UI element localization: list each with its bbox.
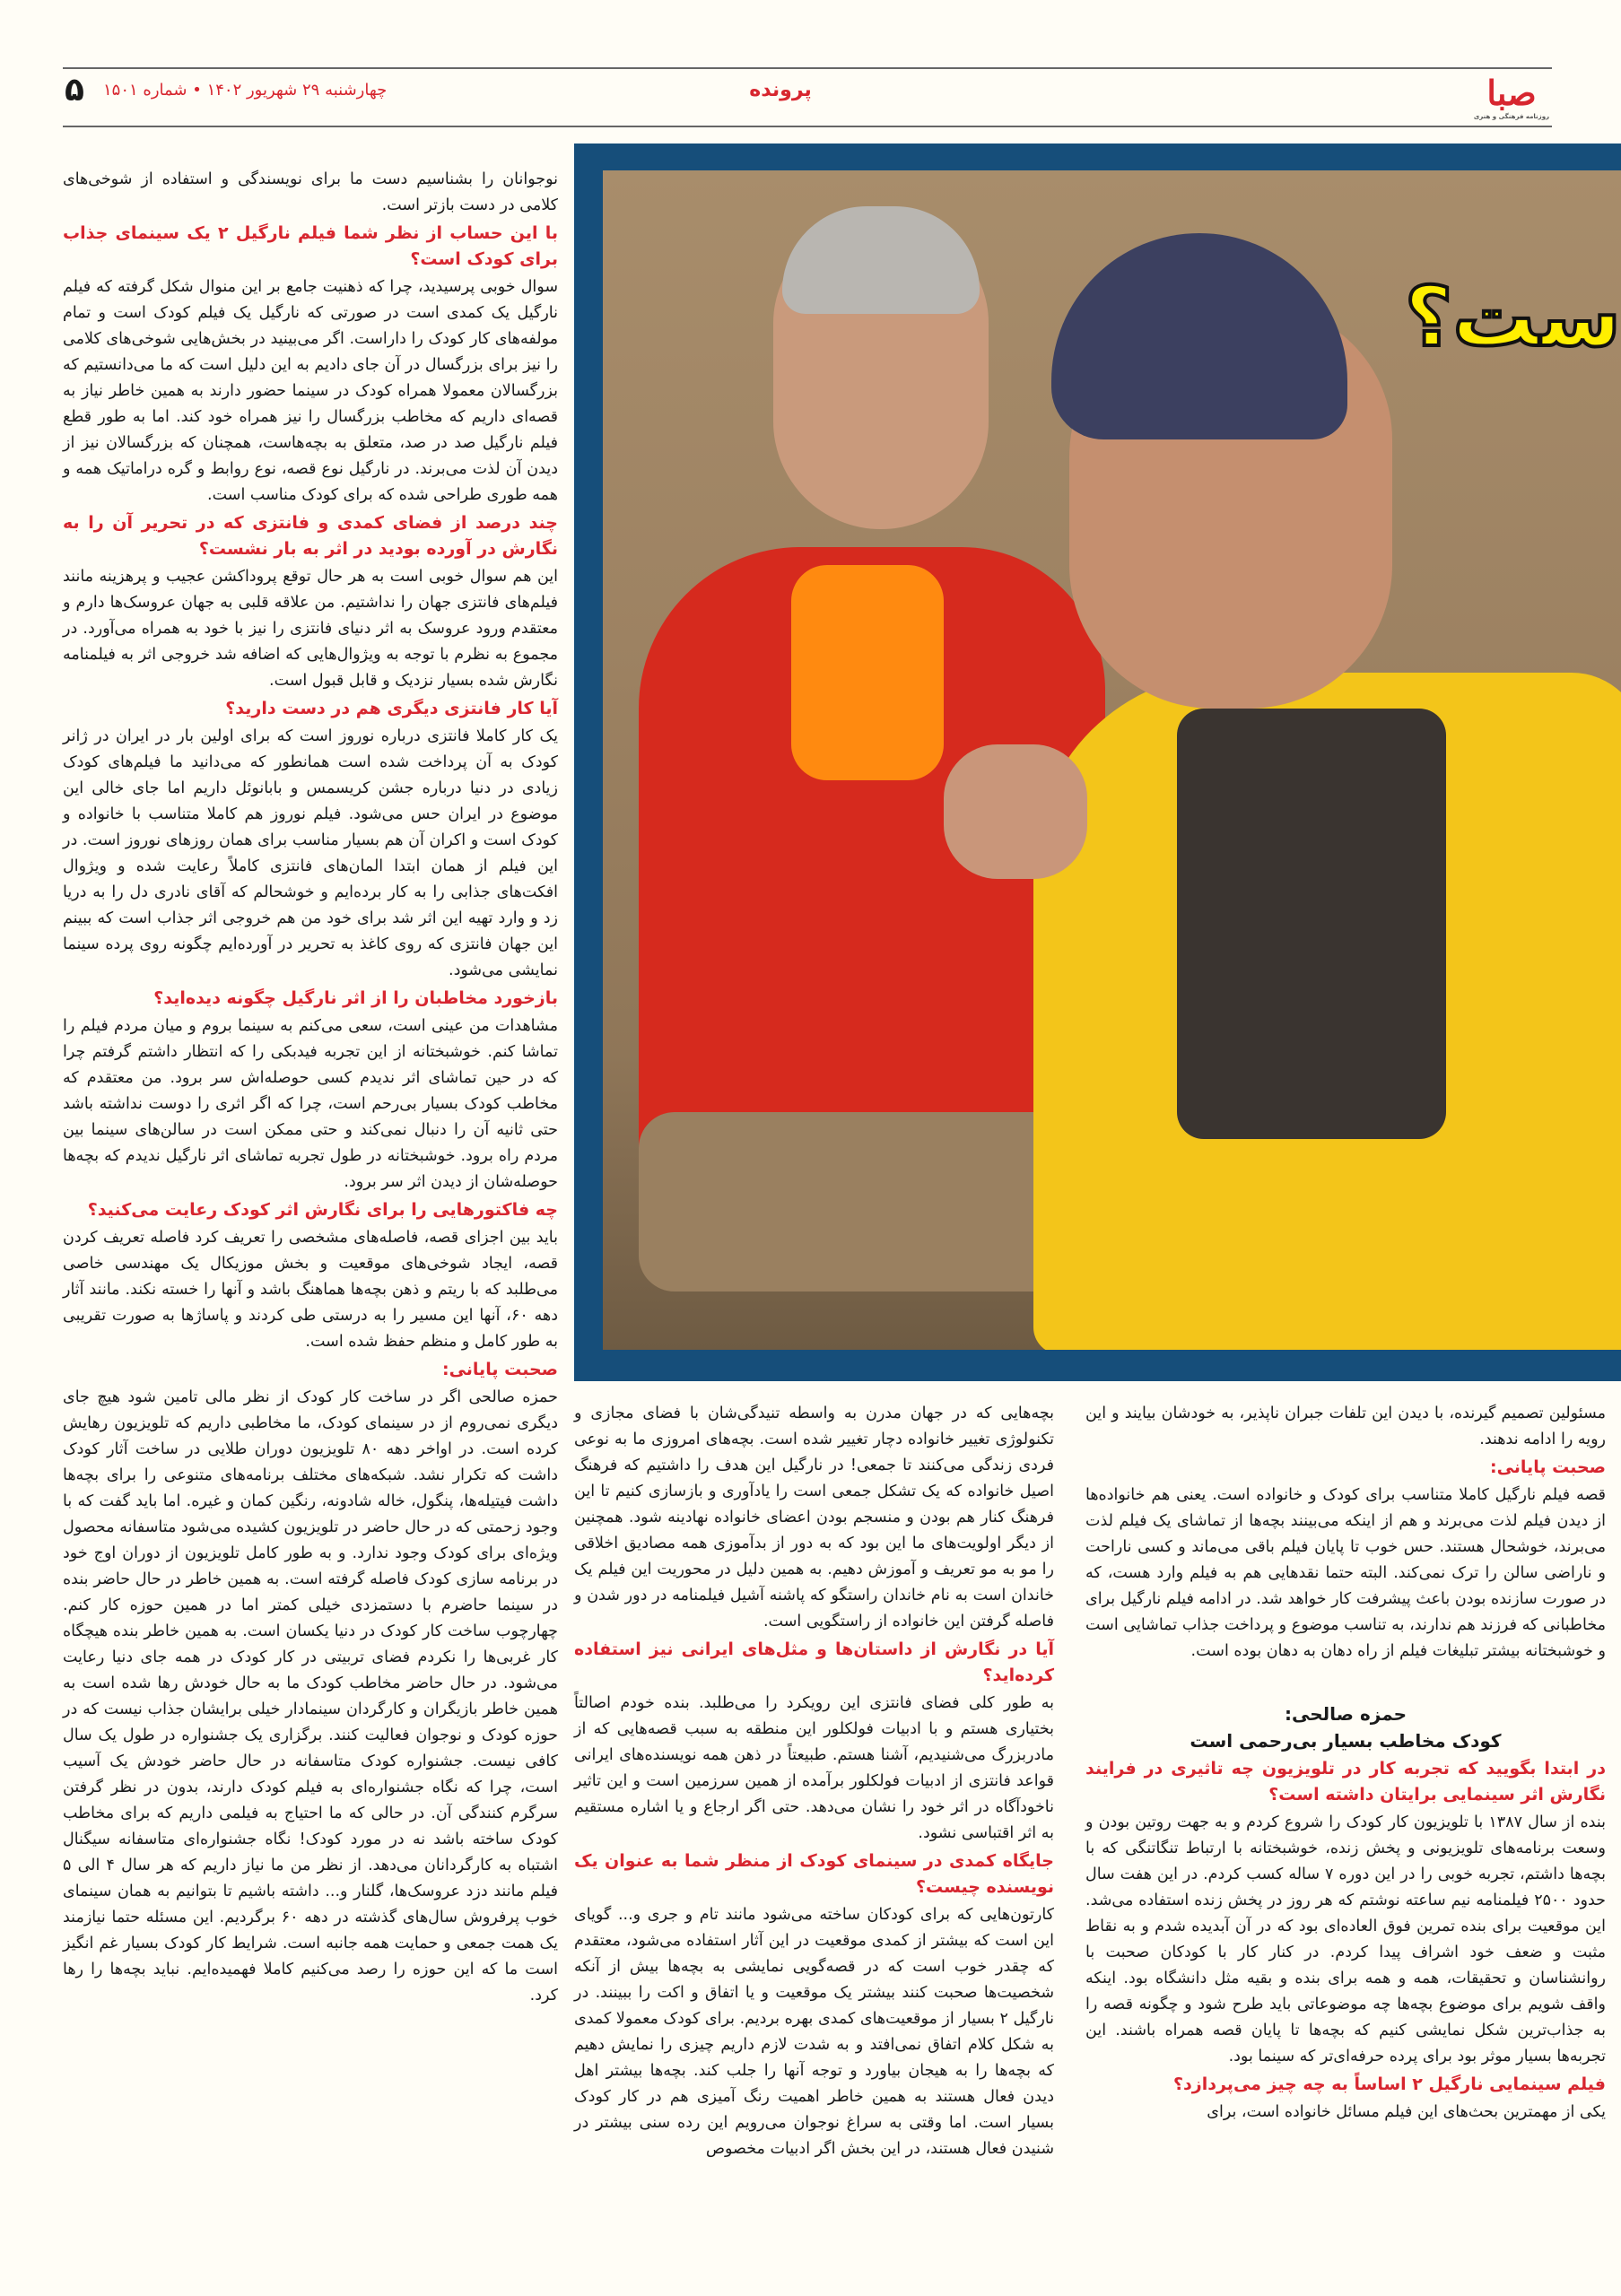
paragraph: مسئولین تصمیم گیرنده، با دیدن این تلفات جبران ناپذیر، به خودشان بیایند و این رویه را ادامه ندهند. xyxy=(1085,1405,1606,1448)
paragraph: یک کار کاملا فانتزی درباره نوروز است که برای اولین بار در ایران در ژانر کودک به آن پرداخت شده است همانطور که می‌دانید ما فیلم‌های کودک زیادی در دنیا درباره جشن کریسمس و بابانوئل داریم اما جای خالی این موضوع در ایران حس می‌شود. فیلم نوروز هم کاملا متناسب با خانواده و کودک است و اکران آن هم بسیار مناسب برای همان روزهای نوروز است. در این فیلم از همان ابتدا المان‌های فانتزی کاملاً رعایت شده و ویژوال افکت‌های جذابی را به کار برده‌ایم و خوشحالم که آقای نادری دل را به دریا زد و وارد تهیه این اثر شد برای خود من هم خروجی اثر جذاب است که ببینم این جهان فانتزی که روی کاغذ به تحریر در آورده‌ایم چگونه روی پرده سینما نمایشی می‌شود. xyxy=(63,727,558,979)
right-column xyxy=(1085,1401,1606,2126)
left-column xyxy=(63,167,558,2009)
headline-fragment: ست؟ xyxy=(1404,269,1621,365)
question-heading: با این حساب از نظر شما فیلم نارگیل ۲ یک سینمای جذاب برای کودک است؟ xyxy=(63,223,558,269)
question-heading: جایگاه کمدی در سینمای کودک از منظر شما به عنوان یک نویسنده چیست؟ xyxy=(574,1851,1054,1897)
paragraph: حمزه صالحی اگر در ساخت کار کودک از نظر مالی تامین شود هیچ جای دیگری نمی‌روم از در سینمای کودک، ما مخاطبی داریم که تلویزیون رهایش کرده است. در اواخر دهه ۸۰ تلویزیون دوران طلایی در ساخت آثار کودک داشت که تکرار نشد. شبکه‌های مختلف برنامه‌های متنوعی را برای بچه‌ها داشت فیتیله‌ها، پنگول، خاله شادونه، رنگین کمان و غیره. اما باید گفت که با وجود زحمتی که در حال حاضر در تلویزیون کشیده می‌شود متاسفانه محصول ویژه‌ای برای کودک وجود ندارد. و به طور کامل تلویزیون از دوران اوج خود در برنامه سازی کودک فاصله گرفته است. به همین خاطر در حال حاضر بنده در سینما حاضرم با دستمزدی خیلی کمتر اما در همین حوزه کار کنم. چهارچوب ساخت کار کودک در دنیا یکسان است. به همین خاطر بنده هیچگاه کار غربی‌ها را نکردم فضای تربیتی در کار کودک در همه جای دنیا رعایت می‌شود. در حال حاضر مخاطب کودک ما به حال خودش رها شده است به همین خاطر بازیگران و کارگردان سینمادار خیلی برایشان جذاب نیست که در حوزه کودک و نوجوان فعالیت کنند. برگزاری یک جشنواره در طول یک سال کافی نیست. جشنواره کودک متاسفانه در حال حاضر خودش یک آسیب است، چرا که نگاه جشنواره‌ای به فیلم کودک دارند، بدون در نظر گرفتن سرگرم کنندگی آن. در حالی که ما احتیاج به فیلمی داریم که برای مخاطب کودک ساخته باشد نه در مورد کودک! نگاه جشنواره‌ای متاسفانه سیگنال اشتباه به کارگردانان می‌دهد. از نظر من ما نیاز داریم که هر سال ۴ الی ۵ فیلم مانند دزد عروسک‌ها، گلنار و... داشته باشیم تا بتوانیم به همان سینمای خوب پرفروش سال‌های گذشته در دهه ۶۰ برگردیم. این مسئله حتما نیازمند یک همت جمعی و حمایت همه جانبه است. شرایط کار کودک بسیار غم انگیز است ما که این حوزه را رصد می‌کنیم کاملا فهمیده‌ایم. نباید بچه‌ها را رها کرد. xyxy=(63,1388,558,2005)
orange-shirt xyxy=(791,565,944,780)
dark-shirt xyxy=(1177,709,1446,1139)
interview-heading: حمزه صالحی: xyxy=(1284,1703,1407,1725)
paragraph: سوال خوبی پرسیدید، چرا که ذهنیت جامع بر این منوال شکل گرفته که فیلم نارگیل یک کمدی است در صورتی که نارگیل یک فیلم کودک است و تمام مولفه‌های کار کودک را داراست. اگر می‌بینید در بخش‌هایی شوخی‌های کلامی را نیز برای بزرگسال در آن جای دادیم به این دلیل است که ما می‌دانستیم که بزرگسالان معمولا همراه کودک در سینما حضور دارند به همین خاطر نیاز به قصه‌ای داریم که مخاطب بزرگسال را نیز همراه خود کند. اما به طور قطع فیلم نارگیل صد در صد، متعلق به بچه‌هاست، همچنان که بزرگسالان نیز از دیدن آن لذت می‌برند. در نارگیل نوع قصه، نوع روابط و گره دراماتیک همه و همه طوری طراحی شده که برای کودک مناسب است. xyxy=(63,278,558,504)
question-heading: بازخورد مخاطبان را از اثر نارگیل چگونه دیده‌اید؟ xyxy=(153,988,558,1008)
question-heading: صحبت پایانی: xyxy=(441,1360,558,1379)
paragraph: یکی از مهمترین بحث‌های این فیلم مسائل خانواده است، برای xyxy=(1207,2103,1606,2121)
question-heading: چه فاکتورهایی را برای نگارش اثر کودک رعایت می‌کنید؟ xyxy=(87,1200,558,1220)
paragraph: به طور کلی فضای فانتزی این رویکرد را می‌طلبد. بنده خودم اصالتاً بختیاری هستم و با ادبیات فولکلور این منطقه به سبب قصه‌هایی که از مادربزرگ می‌شنیدیم، آشنا هستم. طبیعتاً در ذهن همه نویسنده‌های ایرانی قواعد فانتزی از ادبیات فولکلور برآمده از همین سرزمین است و این تاثیر ناخودآگاه در اثر خود را نشان می‌دهد. حتی اگر ارجاع و یا اشاره مستقیم به اثر اقتباسی نشود. xyxy=(574,1694,1054,1842)
logo-text: صبا xyxy=(1486,73,1537,113)
paragraph: باید بین اجزای قصه، فاصله‌های مشخصی را تعریف کرد فاصله تعریف کردن قصه، ایجاد شوخی‌های موقعیت و بخش موزیکال یک مهندسی خاصی می‌طلبد که با ریتم و ذهن بچه‌ها هماهنگ باشد و آنها را خسته نکند. مانند آثار دهه ۶۰، آنها این مسیر را به درستی طی کردند و پاساژها به صورت تقریبی به طور کامل و منظم حفظ شده است. xyxy=(63,1229,559,1351)
paragraph: نوجوانان را بشناسیم دست ما برای نویسندگی و استفاده از شوخی‌های کلامی در دست بازتر است. xyxy=(63,170,558,214)
header-bottom-rule xyxy=(63,126,1552,127)
middle-column xyxy=(574,1401,1054,2162)
logo-tagline: روزنامه فرهنگی و هنری xyxy=(1473,113,1550,120)
question-heading: آیا کار فانتزی دیگری هم در دست دارید؟ xyxy=(225,699,558,718)
article-photo xyxy=(603,170,1621,1350)
section-title: پرونده xyxy=(749,79,812,101)
paragraph: بچه‌هایی که در جهان مدرن به واسطه تنیدگی‌شان با فضای مجازی و تکنولوژی تغییر خانواده دچار تغییر شده است. بچه‌های امروزی ما به نوعی فردی زندگی می‌کنند تا جمعی! در نارگیل این هدف را داشتیم که فرهنگ اصیل خانواده که یک تشکل جمعی است را یادآوری و بازسازی کنیم تا این فرهنگ کنار هم بودن و منسجم بودن اعضای خانواده نهادینه شود. همچنین از دیگر اولویت‌های ما این بود که به دور از بدآموزی همه مصادیق اخلاقی را مو به مو تعریف و آموزش دهیم. به همین دلیل در محوریت این فیلم یک خاندان است به نام خاندان راستگو که پاشنه آشیل فیلمنامه در دور شدن و فاصله گرفتن این خانواده از راستگویی است. xyxy=(574,1405,1054,1631)
header-top-rule xyxy=(63,67,1552,69)
page-number: ۵ xyxy=(65,72,84,109)
paragraph: کارتون‌هایی که برای کودکان ساخته می‌شود مانند تام و جری و... گویای این است که بیشتر از کمدی موقعیت در این آثار استفاده می‌شود، معتقدم که چقدر خوب است که در قصه‌گویی نمایشی به بچه‌ها بیش از آنکه شخصیت‌ها صحبت کنند بیشتر یک موقعیت و یا اتفاق و اکت را ببینند. در نارگیل ۲ بسیار از موقعیت‌های کمدی بهره بردیم. برای کودک معمولا کمدی به شکل کلام اتفاق نمی‌افتد و به شدت لازم داریم چیزی را نمایش دهیم که بچه‌ها را به هیجان بیاورد و توجه آنها را جلب کند. بچه‌ها بیشتر اهل دیدن فعال هستند به همین خاطر اهمیت رنگ آمیزی هم در کار کودک بسیار است. اما وقتی به سراغ نوجوان می‌رویم این رده سنی بیشتر در شنیدن فعال هستند، در این بخش اگر ادبیات مخصوص xyxy=(574,1906,1054,2158)
baseball-cap xyxy=(1051,233,1347,439)
paragraph: مشاهدات من عینی است، سعی می‌کنم به سینما بروم و میان مردم فیلم را تماشا کنم. خوشبختانه از این تجربه فیدبکی را که انتظار داشتم گرفتم چرا که در حین تماشای اثر ندیدم کسی حوصله‌اش سر برود. من معتقدم که مخاطب کودک بسیار بی‌رحم است، چرا که اگر اثری را دوست نداشته باشد حتی ثانیه آن را دنبال نمی‌کند و حتی ممکن است در سالن‌های سینما بین مردم راه برود. خوشبختانه در طول تجربه تماشای اثر نارگیل ندیدم که بچه‌ها حوصله‌شان از دیدن اثر سر برود. xyxy=(63,1017,558,1191)
question-heading: آیا در نگارش از داستان‌ها و مثل‌های ایرانی نیز استفاده کرده‌اید؟ xyxy=(574,1639,1054,1685)
paragraph: این هم سوال خوبی است به هر حال توقع پروداکشن عجیب و پرهزینه مانند فیلم‌های فانتزی جهان را نداشتیم. من علاقه قلبی به جهان عروسک‌ها دارم و معتقدم ورود عروسک به اثر دنیای فانتزی را نیز با خود به همراه می‌آورد. در مجموع به نظرم با توجه به ویژوال‌هایی که اضافه شد خروجی اثر به فیلمنامه نگارش شده بسیار نزدیک و قابل قبول است. xyxy=(63,568,558,690)
interview-heading: کودک مخاطب بسیار بی‌رحمی است xyxy=(1190,1730,1502,1752)
newspaper-logo xyxy=(1471,74,1552,120)
question-heading: صحبت پایانی: xyxy=(1489,1457,1606,1477)
paragraph: قصه فیلم نارگیل کاملا متناسب برای کودک و خانواده است. یعنی هم خانواده‌ها از دیدن فیلم لذت می‌برند و هم از اینکه می‌بینند بچه‌ها از تماشای یک فیلم لذت می‌برند، خوشحال هستند. حس خوب تا پایان فیلم باقی می‌ماند و کسی ناراحت و ناراضی سالن را ترک نمی‌کند. البته حتما نقدهایی هم به فیلم وارد هست، که در صورت سازنده بودن باعث پیشرفت کار خواهد شد. در ادامه فیلم نارگیل برای مخاطبانی که فرزند هم ندارند، به تناسب موضوع و پرداخت جذاب تماشایی است و خوشبختانه بیشتر تبلیغات فیلم از راه دهان به دهان بوده است. xyxy=(1085,1486,1606,1660)
paragraph: بنده از سال ۱۳۸۷ با تلویزیون کار کودک را شروع کردم و به جهت روتین بودن و وسعت برنامه‌های تلویزیونی و پخش زنده، خوشبختانه با ارتباط تنگاتنگی که با بچه‌ها داشتم، تجربه خوبی را در این دوره ۷ ساله کسب کردم. در این هفت سال حدود ۲۵۰۰ فیلمنامه نیم ساعته نوشتم که هر روز در پخش زنده استفاده می‌شد. این موقعیت برای بنده تمرین فوق العاده‌ای بود که در آن آبدیده شدم و به نقاط مثبت و ضعف خود اشراف پیدا کردم. در کنار کار با کودکان صحبت با روانشناسان و تحقیقات، همه و همه برای بنده و بقیه مثل دانشگاه بود. اینکه واقف شویم برای موضوع بچه‌ها چه موضوعاتی باید طرح شود و چگونه قصه را به جذاب‌ترین شکل نمایشی کنیم که بچه‌ها تا پایان قصه همراه باشند. این تجربه‌ها بسیار موثر بود برای پرده حرفه‌ای‌تر که سینما بود. xyxy=(1085,1813,1607,2066)
dateline: چهارشنبه ۲۹ شهریور ۱۴۰۲ • شماره ۱۵۰۱ xyxy=(103,81,388,100)
question-heading: چند درصد از فضای کمدی و فانتزی که در تحریر آن را به نگارش در آورده بودید در اثر به بار نشست؟ xyxy=(63,513,558,559)
hand-on-shoulder xyxy=(944,744,1087,879)
question-heading: فیلم سینمایی نارگیل ۲ اساساً به چه چیز می‌پردازد؟ xyxy=(1173,2074,1606,2094)
left-actor-hair xyxy=(782,206,980,314)
question-heading: در ابتدا بگویید که تجربه کار در تلویزیون چه تاثیری در فرایند نگارش اثر سینمایی برایتان داشته است؟ xyxy=(1085,1759,1606,1805)
